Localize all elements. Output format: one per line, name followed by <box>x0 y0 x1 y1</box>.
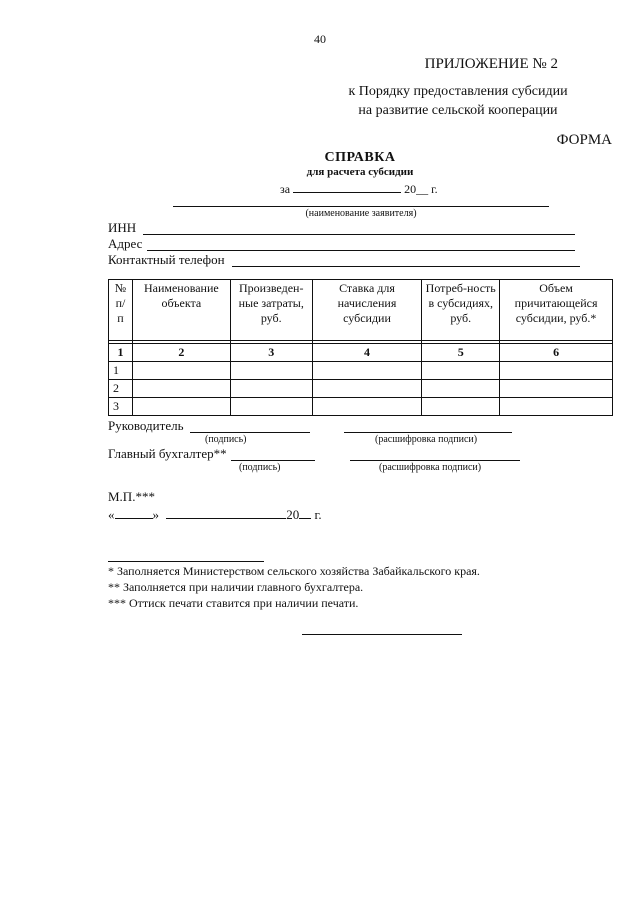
table-cell[interactable] <box>500 398 613 416</box>
column-number: 3 <box>230 344 312 362</box>
period-year: 20__ г. <box>404 182 438 196</box>
inn-label: ИНН <box>108 220 137 235</box>
appendix-title: ПРИЛОЖЕНИЕ № 2 <box>424 56 558 72</box>
row-number: 3 <box>109 398 133 416</box>
row-number: 1 <box>109 362 133 380</box>
row-number: 2 <box>109 380 133 398</box>
table-row <box>109 398 613 416</box>
footnote-divider <box>108 561 264 562</box>
accountant-decode-caption: (расшифровка подписи) <box>379 462 482 473</box>
column-number: 5 <box>422 344 500 362</box>
order-reference <box>308 82 608 120</box>
accountant-sign-caption: (подпись) <box>239 462 281 473</box>
header-subsidy-amount: Объем причитающейся субсидии, руб.* <box>500 280 613 341</box>
table-cell[interactable] <box>230 380 312 398</box>
header-rate: Ставка для начисления субсидии <box>312 280 422 341</box>
date-year: 20 <box>286 507 300 522</box>
date-day-blank[interactable] <box>115 506 153 519</box>
table-cell[interactable] <box>230 398 312 416</box>
table-cell[interactable] <box>422 362 500 380</box>
period-blank[interactable] <box>293 180 401 193</box>
table-cell[interactable] <box>312 380 422 398</box>
date-line <box>108 506 322 523</box>
applicant-name-line[interactable] <box>173 206 549 207</box>
table-cell[interactable] <box>132 362 230 380</box>
period-line <box>280 180 438 197</box>
phone-label: Контактный телефон <box>108 252 225 267</box>
head-label: Руководитель <box>108 418 184 433</box>
applicant-caption: (наименование заявителя) <box>305 208 417 219</box>
column-number-row <box>109 344 613 362</box>
table-cell[interactable] <box>422 380 500 398</box>
accountant-decode-line[interactable] <box>350 460 520 461</box>
date-year-blank[interactable] <box>299 506 311 519</box>
table-cell[interactable] <box>500 362 613 380</box>
footnote-3: *** Оттиск печати ставится при наличии печати. <box>108 596 359 610</box>
end-divider <box>302 634 462 635</box>
document-title: СПРАВКА <box>324 150 396 165</box>
date-open-quote: « <box>108 507 115 522</box>
header-costs: Произведен-ные затраты, руб. <box>230 280 312 341</box>
column-number: 6 <box>500 344 613 362</box>
column-number: 2 <box>132 344 230 362</box>
table-row <box>109 380 613 398</box>
accountant-signature-line[interactable] <box>231 460 315 461</box>
head-decode-caption: (расшифровка подписи) <box>375 434 478 445</box>
head-signature-line[interactable] <box>190 432 310 433</box>
order-line-1: к Порядку предоставления субсидии <box>348 84 568 99</box>
phone-line[interactable] <box>232 266 580 267</box>
page-number: 40 <box>314 32 326 46</box>
table-cell[interactable] <box>132 398 230 416</box>
header-number: № п/ п <box>109 280 133 341</box>
table-cell[interactable] <box>312 362 422 380</box>
document-subtitle: для расчета субсидии <box>306 166 414 178</box>
table-cell[interactable] <box>422 398 500 416</box>
header-object-name: Наименование объекта <box>132 280 230 341</box>
table-row <box>109 362 613 380</box>
date-close-quote: » <box>152 507 159 522</box>
footnote-2: ** Заполняется при наличии главного бухгалтера. <box>108 580 364 594</box>
subsidy-table <box>108 279 613 416</box>
head-sign-caption: (подпись) <box>205 434 247 445</box>
date-suffix: г. <box>314 507 322 522</box>
inn-line[interactable] <box>143 234 575 235</box>
address-line[interactable] <box>147 250 575 251</box>
table-header-row <box>109 280 613 341</box>
stamp-label: М.П.*** <box>108 489 155 504</box>
column-number: 1 <box>109 344 133 362</box>
date-month-blank[interactable] <box>166 506 286 519</box>
header-need: Потреб-ность в субсидиях, руб. <box>422 280 500 341</box>
table-cell[interactable] <box>132 380 230 398</box>
table-cell[interactable] <box>312 398 422 416</box>
head-decode-line[interactable] <box>344 432 512 433</box>
table-cell[interactable] <box>230 362 312 380</box>
address-label: Адрес <box>108 236 143 251</box>
table-cell[interactable] <box>500 380 613 398</box>
column-number: 4 <box>312 344 422 362</box>
forma-label: ФОРМА <box>556 132 612 148</box>
footnote-1: * Заполняется Министерством сельского хозяйства Забайкальского края. <box>108 564 480 578</box>
accountant-label: Главный бухгалтер** <box>108 446 227 461</box>
period-prefix: за <box>280 182 291 196</box>
order-line-2: на развитие сельской кооперации <box>358 103 558 118</box>
